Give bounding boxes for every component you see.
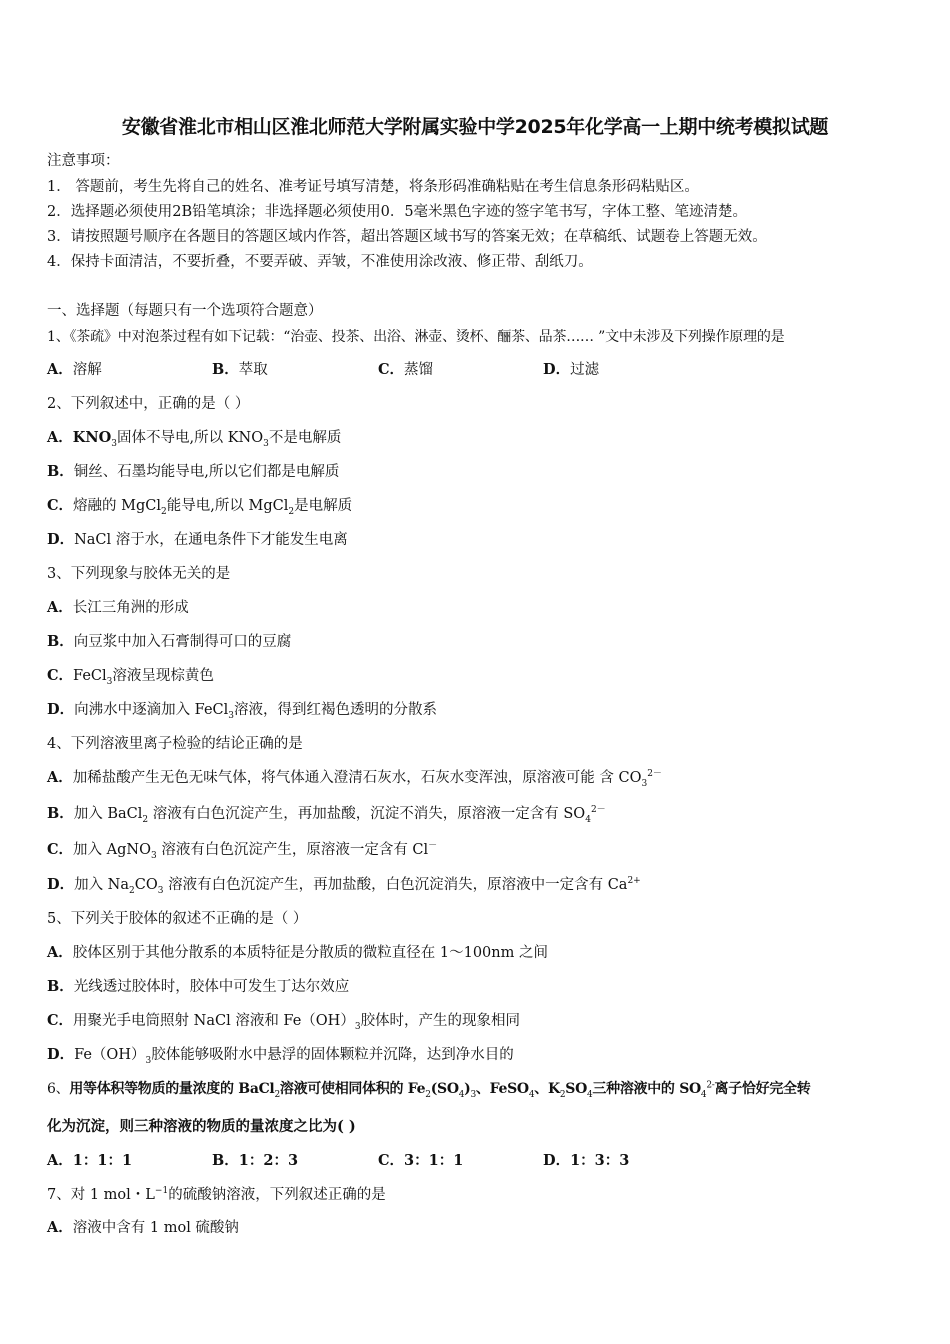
q3-option-d: D．向沸水中逐滴加入 FeCl$_3$溶液，得到红褐色透明的分散系 (47, 701, 438, 721)
q1-stem: 1、《茶疏》中对泡茶过程有如下记载：“治壶、投茶、出浴、淋壶、烫杯、酾茶、品茶…… ”文中未涉及下列操作原理的是 (47, 329, 785, 345)
q7-option-a: A．溶液中含有 1 mol 硫酸钠 (47, 1219, 239, 1236)
q1-option-a: A．溶解 (47, 361, 102, 378)
q5-option-d: D．$Fe(OH)_3$胶体能够吸附水中悬浮的固体颗粒并沉降，达到净水目的 (47, 1046, 514, 1066)
notice-item-1: 1． 答题前，考生先将自己的姓名、准考证号填写清楚，将条形码准确粘贴在考生信息条形码粘贴区。 (47, 179, 699, 195)
q5-option-a: A．胶体区别于其他分散系的本质特征是分散质的微粒直径在 1～100nm 之间 (47, 944, 548, 961)
q2-option-c: C．熔融的 MgCl$_2$能导电,所以 MgCl$_2$是电解质 (47, 497, 353, 517)
q6-option-c: C．3：1：1 (378, 1152, 464, 1169)
q5-option-b: B．光线透过胶体时，胶体中可发生丁达尔效应 (47, 978, 350, 995)
q7-stem: 7、对 1 mol・$L^{-1}$的硫酸钠溶液，下列叙述正确的是 (47, 1186, 386, 1203)
notice-item-4: 4．保持卡面清洁，不要折叠，不要弄破、弄皱，不准使用涂改液、修正带、刮纸刀。 (47, 254, 593, 270)
section-heading: 一、选择题（每题只有一个选项符合题意） (47, 303, 323, 319)
q2-stem: 2、下列叙述中，正确的是（ ） (47, 396, 250, 412)
q3-option-a: A．长江三角洲的形成 (47, 599, 189, 616)
q2-option-d: D．NaCl 溶于水，在通电条件下才能发生电离 (47, 531, 348, 548)
q1-option-c: C．蒸馏 (378, 361, 434, 378)
q6-stem-line1: 6、用等体积等物质的量浓度的 BaCl$_2$溶液可使相同体积的 $Fe_2(SO_4)_3$、FeSO$_4$、$K_2SO_4$三种溶液中的 $SO_4^{2-}$离子恰好完全转 (47, 1080, 811, 1100)
q6-option-b: B．1：2：3 (212, 1152, 299, 1169)
q6-option-d: D．1：3：3 (543, 1152, 630, 1169)
notice-item-2: 2．选择题必须使用2B铅笔填涂；非选择题必须使用0．5毫米黑色字迹的签字笔书写，字体工整、笔迹清楚。 (47, 204, 748, 220)
notice-heading: 注意事项： (47, 153, 120, 169)
q6-stem-line2: 化为沉淀，则三种溶液的物质的量浓度之比为( ) (47, 1118, 356, 1135)
notice-item-3: 3．请按照题号顺序在各题目的答题区域内作答，超出答题区域书写的答案无效；在草稿纸、试题卷上答题无效。 (47, 229, 767, 245)
page-title: 安徽省淮北市相山区淮北师范大学附属实验中学2025年化学高一上期中统考模拟试题 (121, 116, 829, 138)
q4-option-c: C．加入 AgNO$_3$ 溶液有白色沉淀产生，原溶液一定含有 Cl－ (47, 841, 438, 861)
q6-option-a: A．1：1：1 (47, 1152, 133, 1169)
q4-option-b: B．加入 BaCl$_2$ 溶液有白色沉淀产生，再加盐酸，沉淀不消失，原溶液一定含有 $SO_4^{2-}$ (47, 805, 606, 825)
q1-option-d: D．过滤 (543, 361, 600, 378)
q3-option-b: B．向豆浆中加入石膏制得可口的豆腐 (47, 633, 292, 650)
q3-stem: 3、下列现象与胶体无关的是 (47, 566, 231, 582)
q5-stem: 5、下列关于胶体的叙述不正确的是（ ） (47, 911, 308, 927)
q4-option-d: D．加入 $Na_2CO_3$ 溶液有白色沉淀产生，再加盐酸，白色沉淀消失，原溶液中一定含有 $Ca^{2+}$ (47, 876, 641, 896)
q4-stem: 4、下列溶液里离子检验的结论正确的是 (47, 736, 303, 752)
q3-option-c: C．FeCl$_3$溶液呈现棕黄色 (47, 667, 214, 687)
q2-option-a: A．$KNO_3$固体不导电,所以 $KNO_3$不是电解质 (47, 429, 342, 449)
q2-option-b: B．铜丝、石墨均能导电,所以它们都是电解质 (47, 463, 340, 480)
q1-option-b: B．萃取 (212, 361, 268, 378)
q5-option-c: C．用聚光手电筒照射 NaCl 溶液和 $Fe(OH)_3$胶体时，产生的现象相同 (47, 1012, 521, 1032)
q4-option-a: A．加稀盐酸产生无色无味气体，将气体通入澄清石灰水，石灰水变浑浊，原溶液可能 含 $CO_3^{2-}$ (47, 769, 662, 789)
